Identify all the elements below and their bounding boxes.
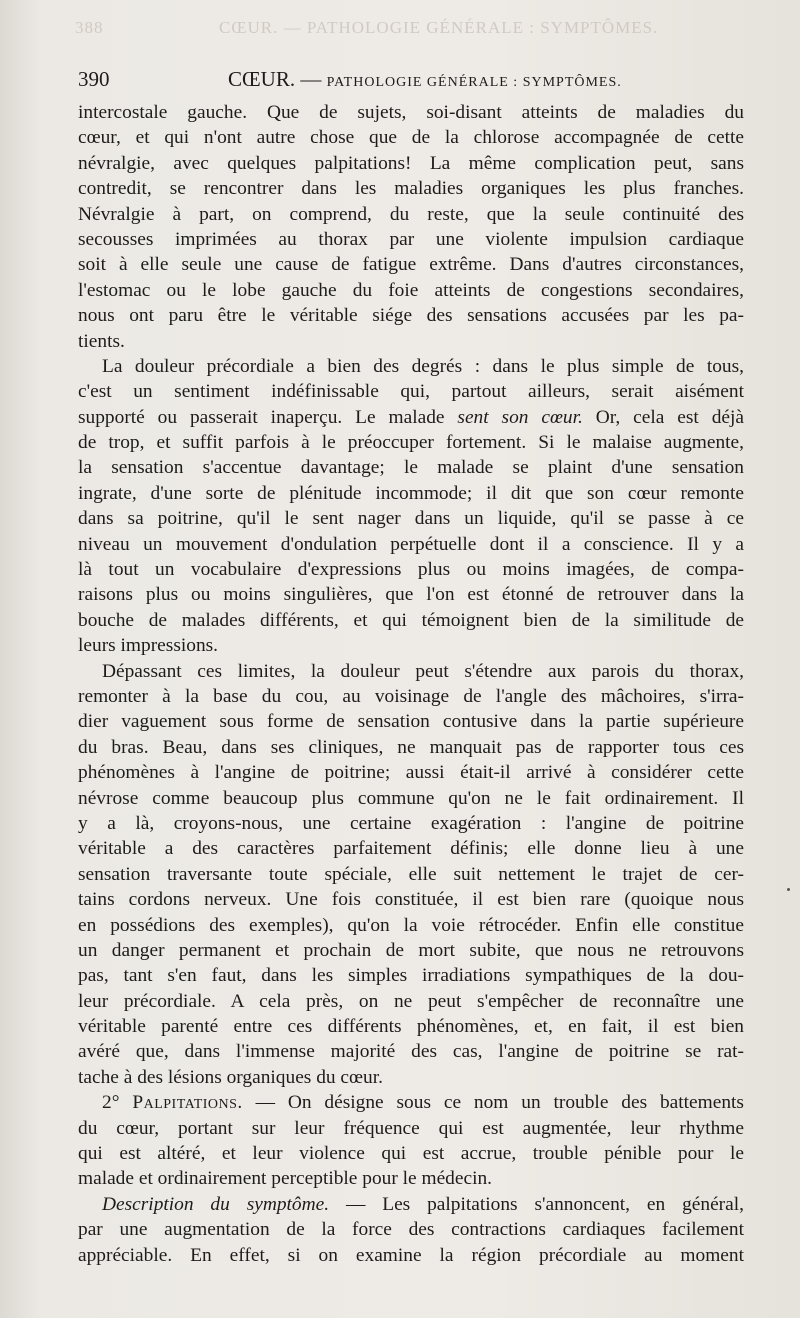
- text-line: malade et ordinairement perceptible pour le médecin.: [78, 1168, 493, 1190]
- text-line: de trop, et suffit parfois à le préoccuper fortement. Si le malaise augmente,: [78, 432, 744, 454]
- text-line: [78, 405, 744, 430]
- page-header: [78, 67, 746, 97]
- text-line: dier vaguement sous forme de sensation contusive dans la partie supérieure: [78, 711, 744, 733]
- subsection-title: Description du symptôme.: [102, 1193, 330, 1215]
- text-line: secousses imprimées au thorax par une violente impulsion cardiaque: [78, 228, 744, 250]
- text-line: un danger permanent et prochain de mort subite, que nous ne retrouvons: [78, 939, 744, 961]
- text-line: avéré que, dans l'immense majorité des cas, l'angine de poitrine se rat-: [78, 1041, 744, 1063]
- text-line: névrose comme beaucoup plus commune qu'on ne le fait ordinairement. Il: [78, 787, 744, 809]
- running-head-dash: —: [300, 67, 322, 91]
- text-line: tains cordons nerveux. Une fois constituée, il est bien rare (quoique nous: [78, 889, 744, 911]
- subsection-heading-line: [78, 1192, 744, 1217]
- text-line: soit à elle seule une cause de fatigue extrême. Dans d'autres circonstances,: [78, 254, 744, 276]
- text-line: appréciable. En effet, si on examine la région précordiale au moment: [78, 1244, 744, 1266]
- text-run: — Les palpitations s'annoncent, en général,: [329, 1193, 744, 1215]
- section-number: 2°: [102, 1092, 133, 1114]
- text-line: leurs impressions.: [78, 635, 219, 657]
- text-line: ingrate, d'une sorte de plénitude incommode; il dit que son cœur remonte: [78, 482, 744, 504]
- italic-quote: sent son cœur.: [457, 406, 583, 428]
- text-line: intercostale gauche. Que de sujets, soi-disant atteints de maladies du: [78, 102, 744, 123]
- text-line: y a là, croyons-nous, une certaine exagération : l'angine de poitrine: [78, 812, 744, 834]
- text-line: par une augmentation de la force des contractions cardiaques facilement: [78, 1219, 744, 1241]
- text-line: dans sa poitrine, qu'il le sent nager dans un liquide, qu'il se passe à ce: [78, 508, 744, 530]
- text-line: raisons plus ou moins singulières, que l'on est étonné de retrouver dans la: [78, 584, 744, 606]
- text-run: — On désigne sous ce nom un trouble des battements: [242, 1092, 744, 1114]
- text-line: nous ont paru être le véritable siége des sensations accusées par les pa-: [78, 305, 744, 327]
- running-head-subtitle: PATHOLOGIE GÉNÉRALE : SYMPTÔMES.: [326, 75, 622, 90]
- text-line: niveau un mouvement d'ondulation perpétuelle dont il a conscience. Il y a: [78, 533, 744, 555]
- text-line: véritable parenté entre ces différents phénomènes, et, en fait, il est bien: [78, 1016, 744, 1038]
- ink-speck: [787, 888, 790, 891]
- text-line: du cœur, portant sur leur fréquence qui est augmentée, leur rhythme: [78, 1117, 744, 1139]
- text-line: névralgie, avec quelques palpitations! La même complication peut, sans: [78, 152, 744, 174]
- text-line: bouche de malades différents, et qui témoignent bien de la similitude de: [78, 609, 744, 631]
- text-line: véritable a des caractères parfaitement définis; elle donne lieu à une: [78, 838, 744, 860]
- text-line: Névralgie à part, on comprend, du reste, que la seule continuité des: [78, 203, 744, 225]
- text-line: cœur, et qui n'ont autre chose que de la chlorose accompagnée de cette: [78, 127, 744, 149]
- bleed-through-text: 388 CŒUR. — PATHOLOGIE GÉNÉRALE : SYMPTÔMES.: [75, 18, 659, 37]
- text-run: supporté ou passerait inaperçu. Le malade: [78, 406, 458, 428]
- text-line: Dépassant ces limites, la douleur peut s'étendre aux parois du thorax,: [102, 660, 744, 682]
- text-line: là tout un vocabulaire d'expressions plus ou moins imagées, de compa-: [78, 559, 744, 581]
- page-number: 390: [78, 67, 110, 91]
- text-line: remonter à la base du cou, au voisinage de l'angle des mâchoires, s'irra-: [78, 685, 744, 707]
- section-title: Palpitations.: [132, 1092, 243, 1114]
- text-line: contredit, se rencontrer dans les maladies organiques les plus franches.: [78, 178, 744, 200]
- text-line: qui est altéré, et leur violence qui est accrue, trouble pénible pour le: [78, 1143, 744, 1165]
- section-heading-line: [78, 1090, 744, 1115]
- running-head-title: CŒUR.: [228, 67, 296, 91]
- text-line: pas, tant s'en faut, dans les simples irradiations sympathiques de la dou-: [78, 965, 744, 987]
- text-line: leur précordiale. A cela près, on ne peut s'empêcher de reconnaître une: [78, 990, 744, 1012]
- text-line: phénomènes à l'angine de poitrine; aussi était-il arrivé à considérer cette: [78, 762, 744, 784]
- text-line: l'estomac ou le lobe gauche du foie atteints de congestions secondaires,: [78, 279, 744, 301]
- body-text: [78, 100, 744, 1268]
- text-line: tients.: [78, 330, 125, 352]
- text-line: c'est un sentiment indéfinissable qui, partout ailleurs, serait aisément: [78, 381, 744, 403]
- running-head: [228, 67, 622, 92]
- text-line: sensation traversante toute spéciale, elle suit nettement le trajet de cer-: [78, 863, 744, 885]
- text-line: tache à des lésions organiques du cœur.: [78, 1066, 383, 1088]
- text-line: la sensation s'accentue davantage; le malade se plaint d'une sensation: [78, 457, 744, 479]
- text-line: La douleur précordiale a bien des degrés : dans le plus simple de tous,: [102, 355, 744, 377]
- text-line: en possédions des exemples), qu'on la voie rétrocéder. Enfin elle constitue: [78, 914, 744, 936]
- text-line: du bras. Beau, dans ses cliniques, ne manquait pas de rapporter tous ces: [78, 736, 744, 758]
- text-run: Or, cela est déjà: [582, 406, 744, 428]
